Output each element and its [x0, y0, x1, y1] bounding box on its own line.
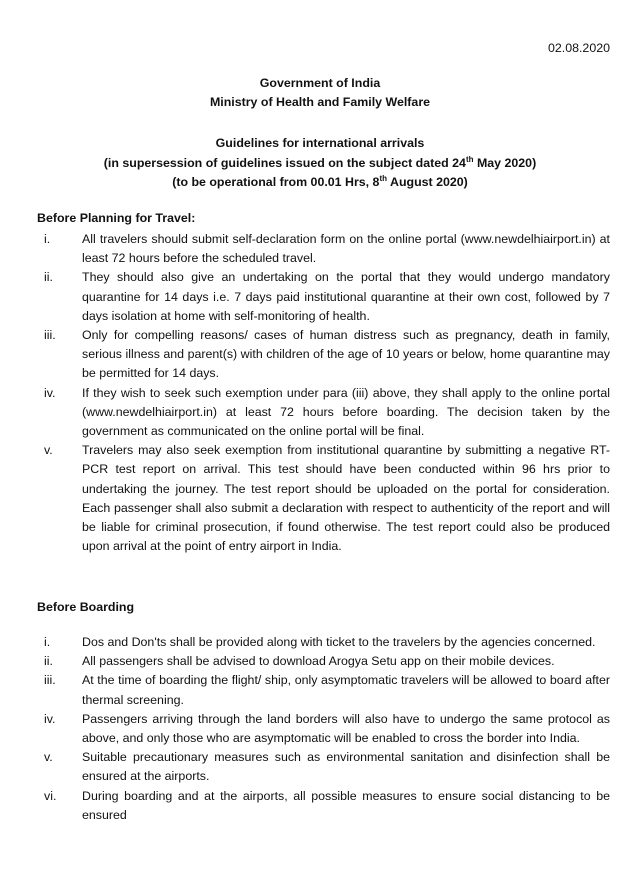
government-heading: Government of India: [259, 76, 381, 90]
item-number: ii.: [44, 270, 53, 285]
section-title-before-boarding: Before Boarding: [37, 600, 135, 614]
item-number: iii.: [44, 328, 56, 343]
item-number: v.: [44, 750, 53, 765]
operational-note: [0, 175, 640, 189]
document-title: Guidelines for international arrivals: [215, 136, 425, 150]
item-text: Suitable precautionary measures such as environmental sanitation and disinfection shall be ensured at the airports.: [82, 750, 610, 784]
before-planning-list: [0, 230, 640, 556]
ordinal-suffix: th: [465, 154, 474, 164]
item-text: Travelers may also seek exemption from institutional quarantine by submitting a negative RT-PCR test report on arrival. This test should have been conducted within 96 hrs prior to undertaking the journey. The test report should be uploaded on the portal for consideration. Each passenger shall also submit a declaration with respect to authenticity of the report and will be liable for criminal prosecution, if found otherwise. The test report could also be produced upon arrival at the point of entry airport in India.: [82, 443, 610, 554]
item-number: i.: [44, 232, 51, 246]
list-item: [0, 230, 640, 268]
list-item: [0, 633, 640, 652]
item-number: iii.: [44, 673, 56, 688]
item-text: All travelers should submit self-declaration form on the online portal (www.newdelhiairport.in) at least 72 hours before the scheduled travel.: [82, 232, 610, 266]
list-item: [0, 384, 640, 442]
supersession-note: [0, 156, 640, 170]
operational-text-end: August 2020): [387, 175, 468, 189]
item-number: iv.: [44, 385, 56, 400]
item-text: They should also give an undertaking on the portal that they would undergo mandatory quarantine for 14 days i.e. 7 days paid institutional quarantine at their own cost, followed by 7 days isolation at home with self-monitoring of health.: [82, 270, 610, 323]
ordinal-suffix: th: [379, 173, 388, 183]
list-item: [0, 268, 640, 326]
date: 02.08.2020: [547, 41, 610, 55]
item-text: During boarding and at the airports, all possible measures to ensure social distancing to be ensured: [82, 788, 610, 822]
list-item: [0, 710, 640, 748]
list-item: [0, 787, 640, 825]
ministry-heading: Ministry of Health and Family Welfare: [209, 95, 431, 109]
operational-text: (to be operational from 00.01 Hrs, 8: [172, 175, 380, 189]
item-text: All passengers shall be advised to download Arogya Setu app on their mobile devices.: [82, 654, 555, 669]
item-text: Dos and Don'ts shall be provided along with ticket to the travelers by the agencies concerned.: [82, 635, 596, 649]
list-item: [0, 652, 640, 671]
list-item: [0, 441, 640, 556]
supersession-text: (in supersession of guidelines issued on the subject dated 24: [103, 156, 466, 170]
supersession-text-end: May 2020): [473, 156, 537, 170]
item-number: i.: [44, 635, 51, 649]
list-item: [0, 748, 640, 786]
list-item: [0, 326, 640, 384]
item-number: iv.: [44, 711, 56, 726]
item-number: v.: [44, 443, 53, 458]
item-text: If they wish to seek such exemption under para (iii) above, they shall apply to the online portal (www.newdelhiairport.in) at least 72 hours before boarding. The decision taken by the government as communicated on the online portal will be final.: [82, 385, 610, 439]
item-text: Only for compelling reasons/ cases of human distress such as pregnancy, death in family, serious illness and parent(s) with children of the age of 10 years or below, home quarantine may be permitted for 14 days.: [82, 328, 610, 381]
item-number: vi.: [44, 788, 57, 803]
section-title-before-planning: Before Planning for Travel:: [37, 211, 196, 225]
item-number: ii.: [44, 654, 53, 669]
item-text: At the time of boarding the flight/ ship, only asymptomatic travelers will be allowed to board after thermal screening.: [82, 673, 610, 707]
before-boarding-list: [0, 633, 640, 825]
item-text: Passengers arriving through the land borders will also have to undergo the same protocol as above, and only those who are asymptomatic will be enabled to cross the border into India.: [82, 711, 610, 746]
list-item: [0, 671, 640, 709]
